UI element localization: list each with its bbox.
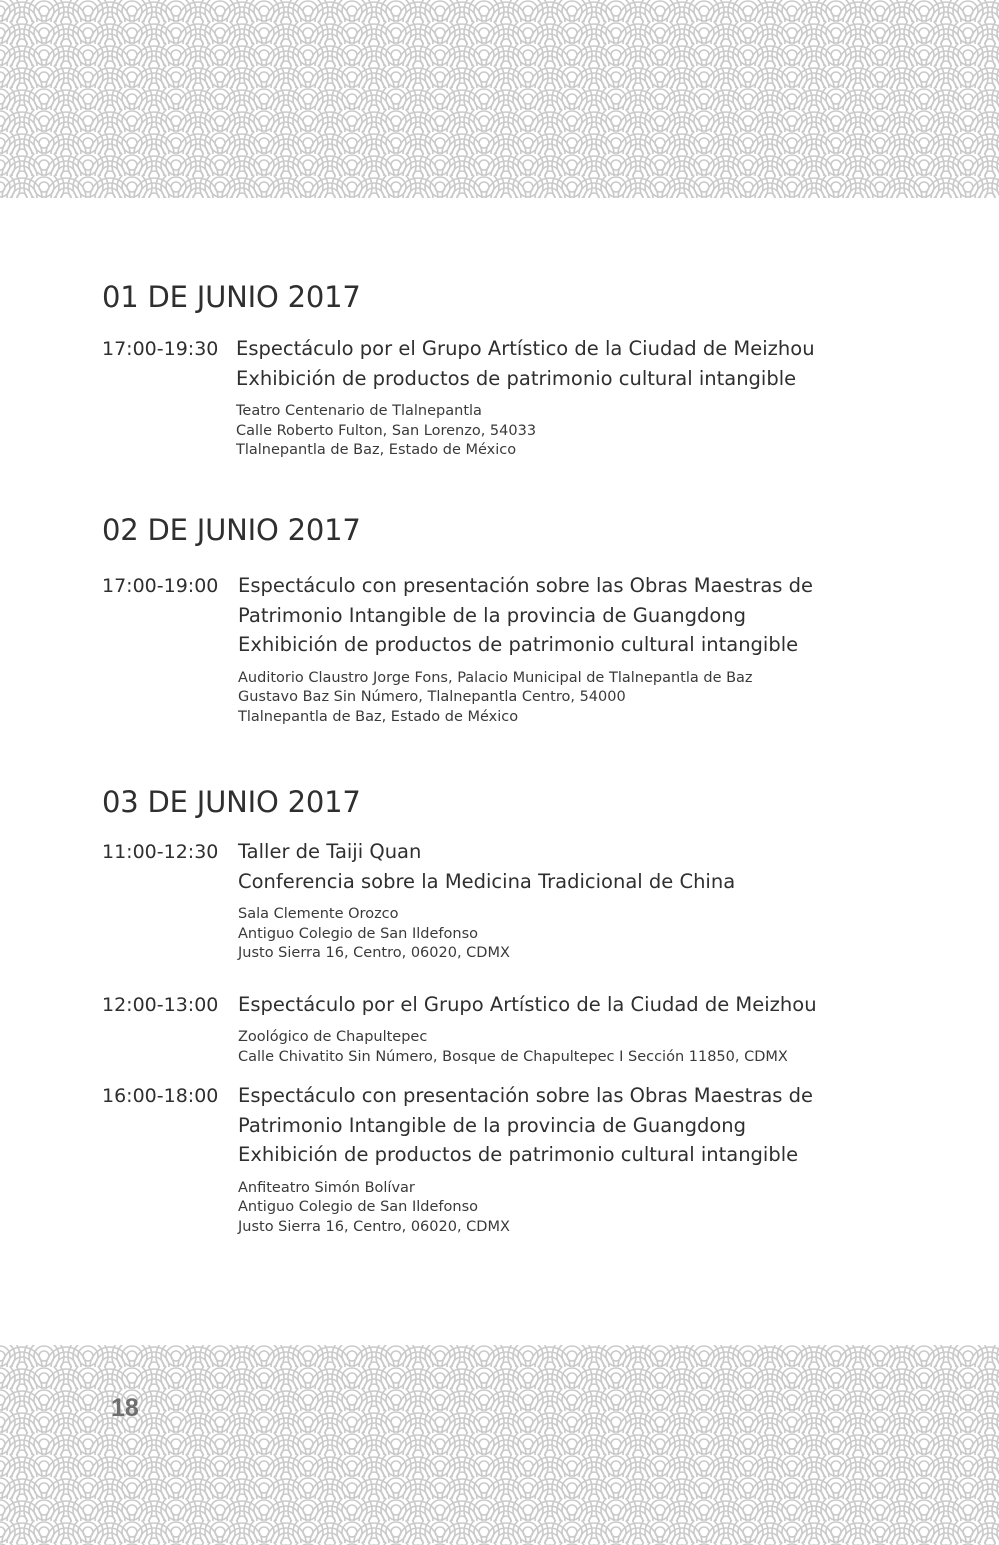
venue-line: Calle Roberto Fulton, San Lorenzo, 54033 — [236, 422, 537, 439]
venue-line: Sala Clemente Orozco — [238, 906, 399, 922]
venue-line: Zoológico de Chapultepec — [238, 1029, 428, 1045]
event-description — [238, 990, 882, 1068]
event — [102, 334, 882, 461]
event-time: 11:00-12:30 — [102, 841, 219, 863]
day-section — [102, 513, 882, 727]
day-title: 01 DE JUNIO 2017 — [102, 280, 361, 314]
venue-line: Antiguo Colegio de San Ildefonso — [238, 925, 479, 942]
event-title-line: Espectáculo por el Grupo Artístico de la Ciudad de Meizhou — [238, 992, 817, 1016]
venue-block — [238, 669, 882, 728]
event-time: 17:00-19:30 — [102, 338, 219, 360]
event-title-line: Exhibición de productos de patrimonio cultural intangible — [236, 366, 797, 390]
wave-pattern-graphic — [0, 1345, 999, 1545]
top-wave-pattern — [0, 0, 999, 198]
event — [102, 571, 882, 727]
day-title: 03 DE JUNIO 2017 — [102, 785, 361, 819]
venue-block — [238, 1028, 882, 1067]
event-title-line: Exhibición de productos de patrimonio cultural intangible — [238, 1143, 799, 1166]
day-section — [102, 785, 882, 1237]
event — [102, 1081, 882, 1237]
event-title-line: Espectáculo con presentación sobre las Obras Maestras de — [238, 1084, 814, 1107]
event — [102, 837, 882, 964]
page-number: 18 — [111, 1394, 139, 1422]
event-description — [238, 837, 882, 964]
event-description — [238, 571, 882, 727]
day-title: 02 DE JUNIO 2017 — [102, 513, 361, 547]
event-title-line: Conferencia sobre la Medicina Tradicional de China — [238, 869, 736, 893]
venue-line: Teatro Centenario de Tlalnepantla — [236, 403, 482, 419]
venue-line: Justo Sierra 16, Centro, 06020, CDMX — [238, 945, 510, 961]
venue-block — [238, 905, 882, 964]
venue-line: Anfiteatro Simón Bolívar — [238, 1179, 415, 1196]
event-description — [238, 1081, 882, 1237]
wave-pattern-graphic — [0, 0, 999, 198]
venue-line: Calle Chivatito Sin Número, Bosque de Chapultepec I Sección 11850, CDMX — [238, 1048, 788, 1065]
event — [102, 990, 882, 1068]
day-section — [102, 280, 882, 461]
event-time: 16:00-18:00 — [102, 1085, 219, 1107]
venue-line: Tlalnepantla de Baz, Estado de México — [236, 442, 517, 458]
venue-block — [238, 1179, 882, 1238]
venue-block — [236, 402, 882, 461]
venue-line: Tlalnepantla de Baz, Estado de México — [238, 708, 519, 725]
event-title-line: Exhibición de productos de patrimonio cultural intangible — [238, 633, 799, 656]
venue-line: Antiguo Colegio de San Ildefonso — [238, 1199, 479, 1215]
bottom-wave-pattern — [0, 1345, 999, 1545]
event-title-line: Espectáculo con presentación sobre las Obras Maestras de — [238, 574, 814, 597]
event-title-line: Taller de Taiji Quan — [238, 840, 422, 863]
event-title-line: Espectáculo por el Grupo Artístico de la Ciudad de Meizhou — [236, 337, 815, 360]
venue-line: Gustavo Baz Sin Número, Tlalnepantla Centro, 54000 — [238, 689, 626, 705]
event-title-line: Patrimonio Intangible de la provincia de Guangdong — [238, 1113, 747, 1137]
event-time: 12:00-13:00 — [102, 993, 219, 1016]
event-time: 17:00-19:00 — [102, 575, 219, 597]
event-title-line: Patrimonio Intangible de la provincia de Guangdong — [238, 603, 747, 627]
venue-line: Justo Sierra 16, Centro, 06020, CDMX — [238, 1218, 510, 1235]
venue-line: Auditorio Claustro Jorge Fons, Palacio Municipal de Tlalnepantla de Baz — [238, 669, 753, 686]
event-description — [236, 334, 882, 461]
